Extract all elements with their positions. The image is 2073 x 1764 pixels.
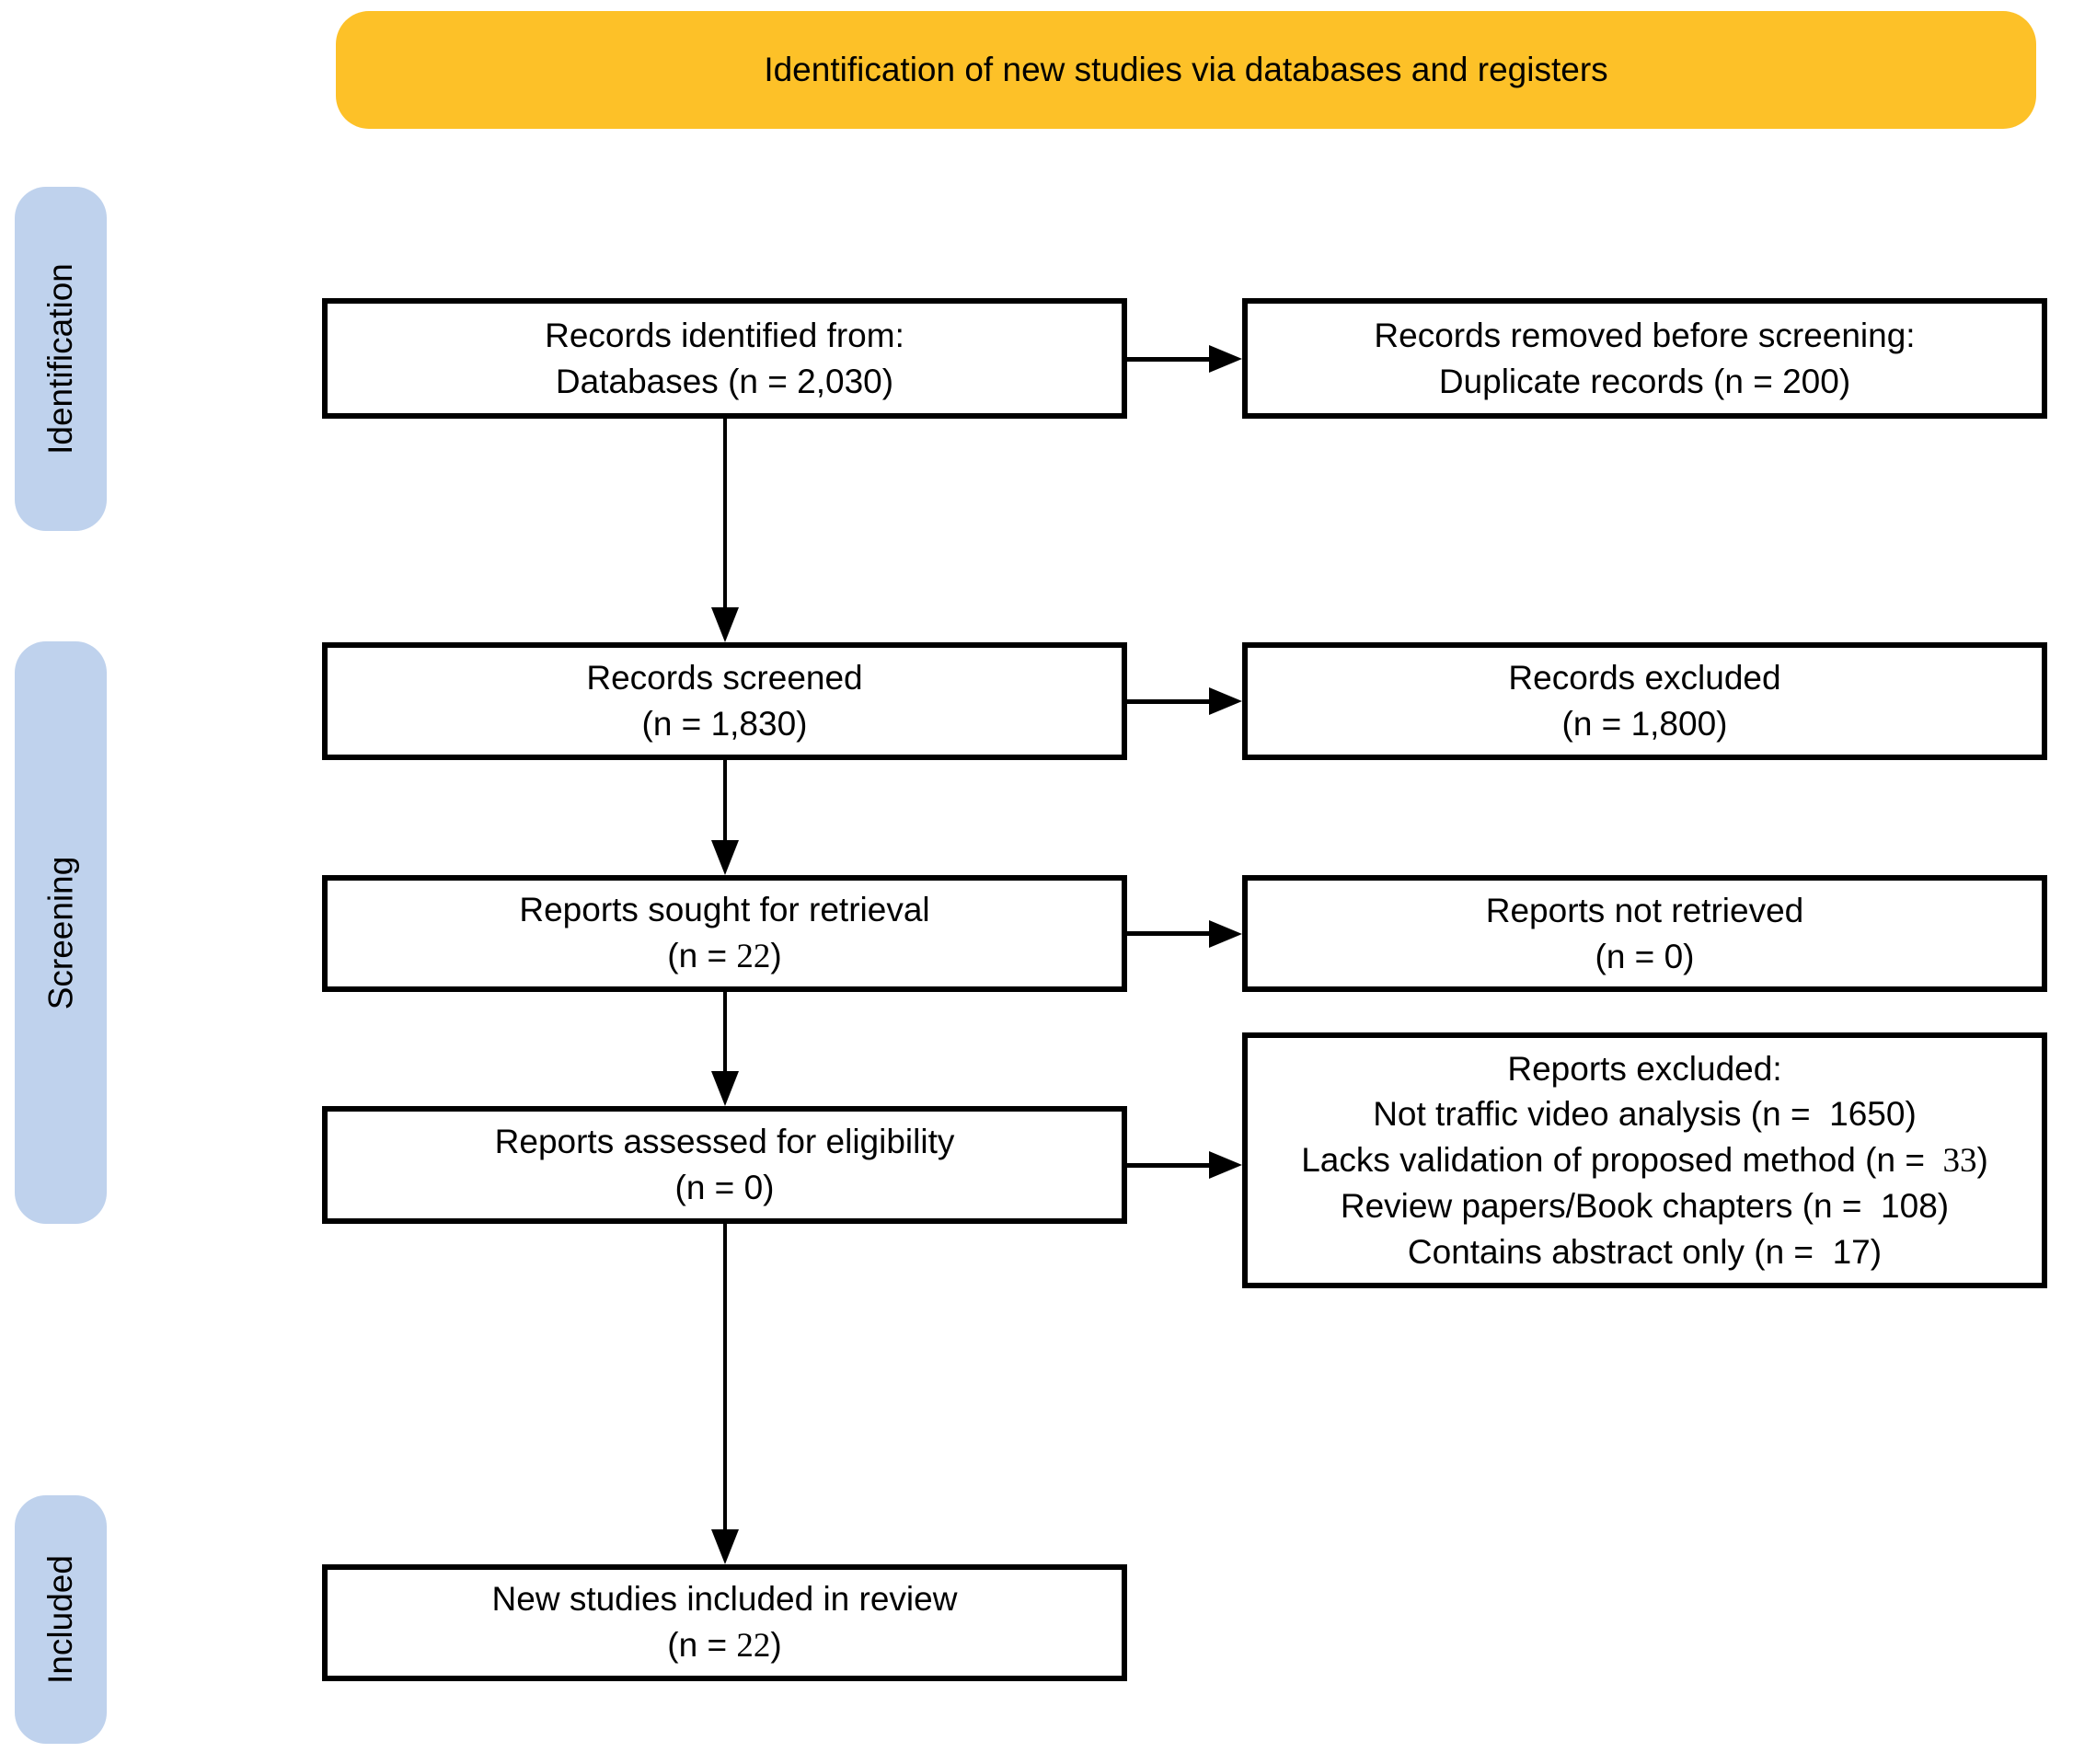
box-line: [495, 1119, 955, 1165]
line-text: Contains abstract only (n =: [1407, 1232, 1824, 1271]
arrow-sought-to-assessed-line: [723, 992, 727, 1073]
box-line: [1373, 1091, 1917, 1137]
box-line: [586, 655, 862, 701]
box-line: [1486, 888, 1804, 934]
arrow-screened-to-sought-line: [723, 760, 727, 842]
line-text: Lacks validation of proposed method (n =: [1301, 1140, 1935, 1179]
box-line: [675, 1165, 775, 1211]
box-line: [667, 1622, 781, 1669]
arrow-assessed-to-included-head: [711, 1529, 739, 1564]
line-suffix: ): [1937, 1187, 1950, 1226]
line-suffix: ): [1905, 1095, 1917, 1134]
line-text: Records screened: [586, 659, 863, 698]
arrow-sought-to-not-retrieved-line: [1127, 931, 1209, 936]
box-line: [1408, 1229, 1882, 1275]
box-reports-excluded: [1242, 1032, 2047, 1288]
line-text: Reports sought for retrieval: [519, 891, 930, 929]
box-line: [667, 933, 781, 980]
line-text: Reports excluded:: [1507, 1049, 1782, 1088]
line-number: 0: [1664, 937, 1684, 975]
line-text: Review papers/Book chapters (n =: [1340, 1187, 1871, 1226]
arrow-screened-to-excluded-head: [1209, 687, 1242, 715]
line-suffix: ): [770, 1626, 782, 1664]
box-records-identified: [322, 298, 1127, 419]
line-suffix: ): [1838, 362, 1851, 400]
line-text: (n =: [1595, 937, 1664, 975]
line-number: 200: [1782, 362, 1839, 400]
line-text: Reports assessed for eligibility: [494, 1123, 955, 1161]
line-number: 2,030: [797, 362, 882, 400]
line-text: (n =: [667, 1626, 737, 1664]
box-line: [1562, 701, 1728, 747]
arrow-sought-to-assessed-head: [711, 1071, 739, 1106]
line-text: Databases (n =: [555, 362, 798, 400]
line-number: 1650: [1819, 1095, 1906, 1134]
stage-label-identification-text: Identification: [41, 263, 79, 455]
line-text: Records identified from:: [545, 316, 904, 354]
line-text: (n =: [667, 937, 737, 974]
header-banner-title: Identification of new studies via databases and registers: [764, 51, 1608, 88]
line-text: Records removed before screening:: [1374, 316, 1916, 354]
line-suffix: ): [763, 1169, 775, 1206]
line-text: Duplicate records (n =: [1438, 362, 1783, 400]
arrow-identified-to-screened-head: [711, 607, 739, 642]
line-suffix: ): [796, 705, 808, 743]
box-line: [1301, 1137, 1988, 1184]
line-suffix: ): [881, 362, 894, 400]
line-text: New studies included in review: [491, 1580, 958, 1619]
line-text: (n =: [641, 705, 711, 743]
line-text: Reports not retrieved: [1485, 891, 1804, 929]
header-banner: [336, 11, 2036, 129]
box-line: [556, 359, 893, 405]
line-number: 108: [1871, 1187, 1938, 1226]
box-line: [545, 313, 904, 359]
arrow-identified-to-removed-line: [1127, 357, 1209, 362]
stage-label-screening-text: Screening: [41, 856, 80, 1009]
line-number: 1,800: [1630, 705, 1717, 743]
arrow-identified-to-screened-line: [723, 419, 727, 609]
line-number: 22: [736, 1627, 771, 1665]
line-number: 33: [1934, 1141, 1977, 1180]
line-suffix: ): [770, 937, 782, 974]
box-line: [642, 701, 808, 747]
line-text: (n =: [1561, 705, 1631, 743]
line-text: Not traffic video analysis (n =: [1373, 1095, 1820, 1134]
line-number: 0: [743, 1169, 764, 1206]
line-suffix: ): [1870, 1232, 1883, 1271]
box-line: [1439, 359, 1850, 405]
box-records-excluded: [1242, 642, 2047, 760]
box-line: [1341, 1183, 1949, 1229]
box-line: [1508, 655, 1780, 701]
arrow-screened-to-sought-head: [711, 840, 739, 875]
box-reports-assessed: [322, 1106, 1127, 1224]
arrow-assessed-to-reports-excluded-head: [1209, 1151, 1242, 1179]
line-number: 1,830: [710, 705, 797, 743]
line-text: (n =: [674, 1169, 744, 1206]
box-new-studies-included: [322, 1564, 1127, 1681]
box-line: [519, 887, 929, 933]
line-number: 17: [1823, 1232, 1871, 1271]
stage-label-included: [15, 1495, 107, 1744]
line-suffix: ): [1683, 937, 1695, 975]
box-reports-not-retrieved: [1242, 875, 2047, 992]
line-suffix: ): [1716, 705, 1728, 743]
arrow-identified-to-removed-head: [1209, 345, 1242, 373]
stage-label-identification: [15, 187, 107, 531]
arrow-assessed-to-included-line: [723, 1224, 727, 1531]
box-line: [1374, 313, 1915, 359]
box-line: [492, 1576, 958, 1622]
box-records-removed: [1242, 298, 2047, 419]
box-reports-sought: [322, 875, 1127, 992]
box-line: [1507, 1046, 1781, 1092]
line-text: Records excluded: [1508, 659, 1781, 698]
stage-label-screening: [15, 641, 107, 1224]
arrow-sought-to-not-retrieved-head: [1209, 920, 1242, 948]
arrow-screened-to-excluded-line: [1127, 699, 1209, 704]
line-number: 22: [736, 938, 771, 975]
stage-label-included-text: Included: [41, 1555, 80, 1684]
box-line: [1595, 934, 1695, 980]
box-records-screened: [322, 642, 1127, 760]
line-suffix: ): [1976, 1140, 1988, 1179]
arrow-assessed-to-reports-excluded-line: [1127, 1163, 1209, 1168]
